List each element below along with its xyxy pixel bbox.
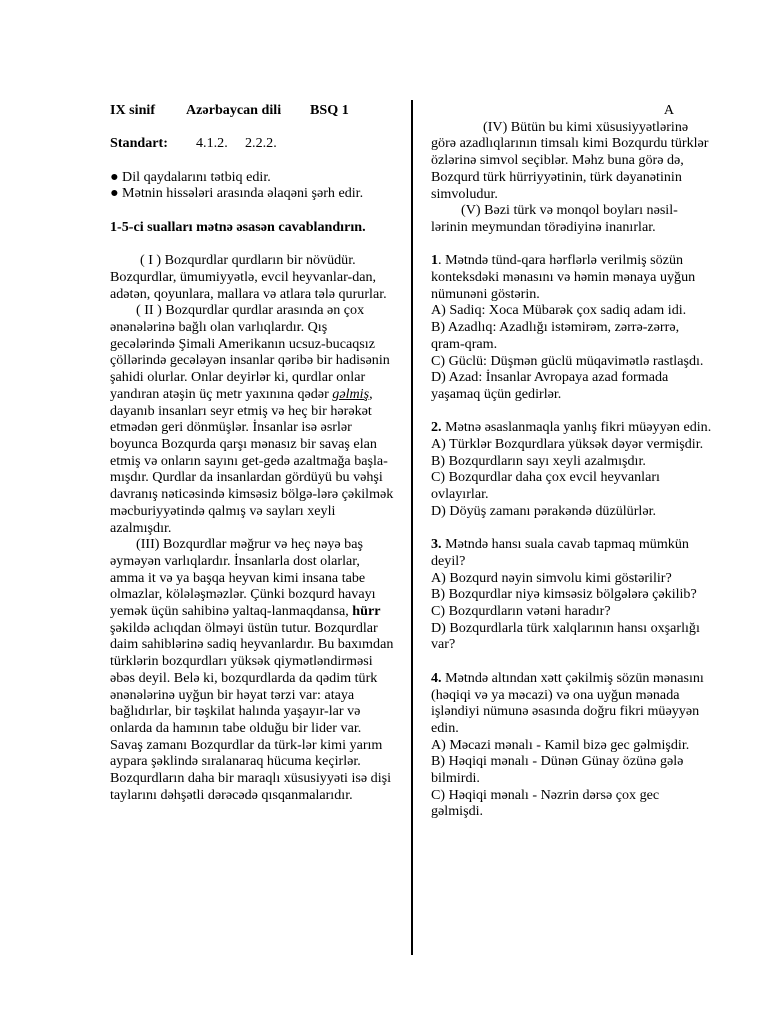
question-2 — [431, 419, 714, 519]
question-stem: . Mətndə tünd-qara hərflərlə verilmiş sözün konteksdəki mənasını və həmin mənaya uyğun nümunəni göstərin. — [431, 252, 696, 302]
passage-paragraph-4: (IV) Bütün bu kimi xüsusiyyətlərinə görə azadlıqlarının timsalı kimi Bozqurdu türklər özlərinə simvol seçiblər. Məhz buna görə də, Bozqurd türk hürriyyətinin, türk dəyanətinin simvoludur. — [431, 118, 709, 202]
question-1 — [431, 252, 714, 402]
option-c: C) Bozqurdların vətəni haradır? — [431, 603, 611, 620]
passage-paragraph-1: ( I ) Bozqurdlar qurdların bir növüdür. Bozqurdlar, ümumiyyətlə, evcil heyvanlar-dan, adətən, qoyunlara, mallara və atlara tələ qururlar. — [110, 252, 387, 302]
passage-paragraph-2-start: ( II ) Bozqurdlar qurdlar arasında ən çox ənənələrinə bağlı olan varlıqlardır. Qış gecələrində Şimali Amerikanın ucsuz-bucaqsız çöllərində gecələyən insanlar qəribə bir hadisənin şahidi olurlar. Onlar deyirlər ki, qurdlar onlar yandıran atəşin üç metr yaxınına qədər — [110, 302, 390, 402]
bold-word: hürr — [352, 603, 381, 620]
option-d: D) Döyüş zamanı pərakəndə düzülürlər. — [431, 502, 657, 519]
left-column — [110, 102, 394, 803]
instruction: 1-5-ci sualları mətnə əsasən cavablandırın. — [110, 218, 366, 235]
passage-paragraph-3-start: (III) Bozqurdlar məğrur və heç nəyə baş əyməyən varlıqlardır. İnsanlarla dost olarlar, amma it və ya başqa heyvan kimi insana tabe olmazlar, kölələşməzlər. Çünki bozqurd havayı yemək üçün sahibinə yaltaq-lanmaqdansa, — [110, 536, 376, 620]
grade-label: IX sinif — [110, 102, 156, 118]
option-b: B) Həqiqi mənalı - Dünən Günay özünə gələ bilmirdi. — [431, 753, 684, 787]
question-number: 3. — [431, 536, 442, 553]
option-b: B) Azadlıq: Azadlığı istəmirəm, zərrə-zərrə, qram-qram. — [431, 319, 680, 352]
objective-1: ● Dil qaydalarını tətbiq edir. — [110, 168, 271, 185]
passage-paragraph-3 — [110, 536, 394, 803]
question-stem: Mətndə altından xətt çəkilmiş sözün mənasını (həqiqi və ya məcazi) və ona uyğun mənada işləndiyi nümunə əsasında doğru fikri müəyyən edin. — [431, 669, 704, 736]
option-b: B) Bozqurdların sayı xeyli azalmışdır. — [431, 452, 646, 469]
option-b: B) Bozqurdlar niyə kimsəsiz bölgələrə çəkilib? — [431, 586, 697, 603]
question-number: 1 — [431, 252, 439, 269]
option-a: A) Məcazi mənalı - Kamil bizə gec gəlmişdir. — [431, 736, 690, 753]
option-a: A) Bozqurd nəyin simvolu kimi göstərilir? — [431, 569, 672, 586]
variant-letter: A — [663, 102, 674, 118]
question-4 — [431, 670, 714, 820]
question-stem: Mətnə əsaslanmaqla yanlış fikri müəyyən edin. — [441, 419, 712, 436]
question-number: 2. — [431, 419, 442, 436]
option-c: C) Həqiqi mənalı - Nəzrin dərsə çox gec gəlmişdi. — [431, 786, 660, 820]
option-d: D) Bozqurdlarla türk xalqlarının hansı oxşarlığı var? — [431, 619, 700, 653]
right-column — [431, 102, 714, 820]
standard-line — [110, 135, 394, 152]
passage-paragraph-5: (V) Bəzi türk və monqol boyları nəsil-lərinin meymundan törədiyinə inanırlar. — [431, 202, 678, 235]
question-stem: Mətndə hansı suala cavab tapmaq mümkün deyil? — [431, 536, 689, 569]
underlined-word: gəlmiş — [332, 385, 370, 402]
passage-paragraph-2-end: , dayanıb insanları seyr etmiş və heç bir hərəkət etmədən geri dönmüşlər. İnsanlar isə əsrlər boyunca Bozqurda qarşı mənasız bir savaş elan etmiş və onların sayını get-gedə azaltmağa başla-mışdır. Qurdlar da insanlardan gördüyü bu vəhşi davranış nəticəsində kimsəsiz bölgə-lərə çəkilmək məcburiyyətində qalmış və sayları xeyli azalmışdır. — [110, 385, 394, 536]
passage-paragraph-3-end: şəkildə aclıqdan ölməyi üstün tutur. Bozqurdlar daim sahiblərinə sadiq heyvanlardır. Bu baxımdan türklərin bozqurdları yüksək qiymətləndirməsi əbəs deyil. Belə ki, bozqurdlarda da qədim türk ənənələrinə uyğun bir həyat tərzi var: ataya bağlıdırlar, bir təşkilat halında yaşayır-lar və onlarda da hamının tabe olduğu bir lider var. Savaş zamanı Bozqurdlar da türk-lər kimi yarım aypara şəklində sıralanaraq hücuma keçirlər. Bozqurdların daha bir maraqlı xüsusiyyəti isə dişi taylarını dəhşətli dərəcədə qısqanmalarıdır. — [110, 619, 394, 803]
option-a: A) Türklər Bozqurdlara yüksək dəyər vermişdir. — [431, 436, 704, 453]
option-c: C) Bozqurdlar daha çox evcil heyvanları ovlayırlar. — [431, 469, 660, 503]
test-label: BSQ 1 — [310, 102, 349, 118]
option-a: A) Sadiq: Xoca Mübarək çox sadiq adam idi. — [431, 302, 687, 319]
objective-2: ● Mətnin hissələri arasında əlaqəni şərh edir. — [110, 185, 364, 202]
standard-label: Standart: — [110, 135, 168, 152]
question-number: 4. — [431, 669, 442, 686]
column-divider — [411, 100, 413, 955]
passage-paragraph-2 — [110, 302, 394, 536]
standard-code-1: 4.1.2. — [196, 135, 228, 152]
option-d: D) Azad: İnsanlar Avropaya azad formada yaşamaq üçün gedirlər. — [431, 369, 669, 402]
standard-code-2: 2.2.2. — [245, 135, 277, 152]
question-3 — [431, 536, 714, 653]
worksheet-header — [110, 102, 394, 119]
option-c: C) Güclü: Düşmən güclü müqavimətlə rastlaşdı. — [431, 352, 704, 369]
subject-label: Azərbaycan dili — [186, 102, 282, 118]
